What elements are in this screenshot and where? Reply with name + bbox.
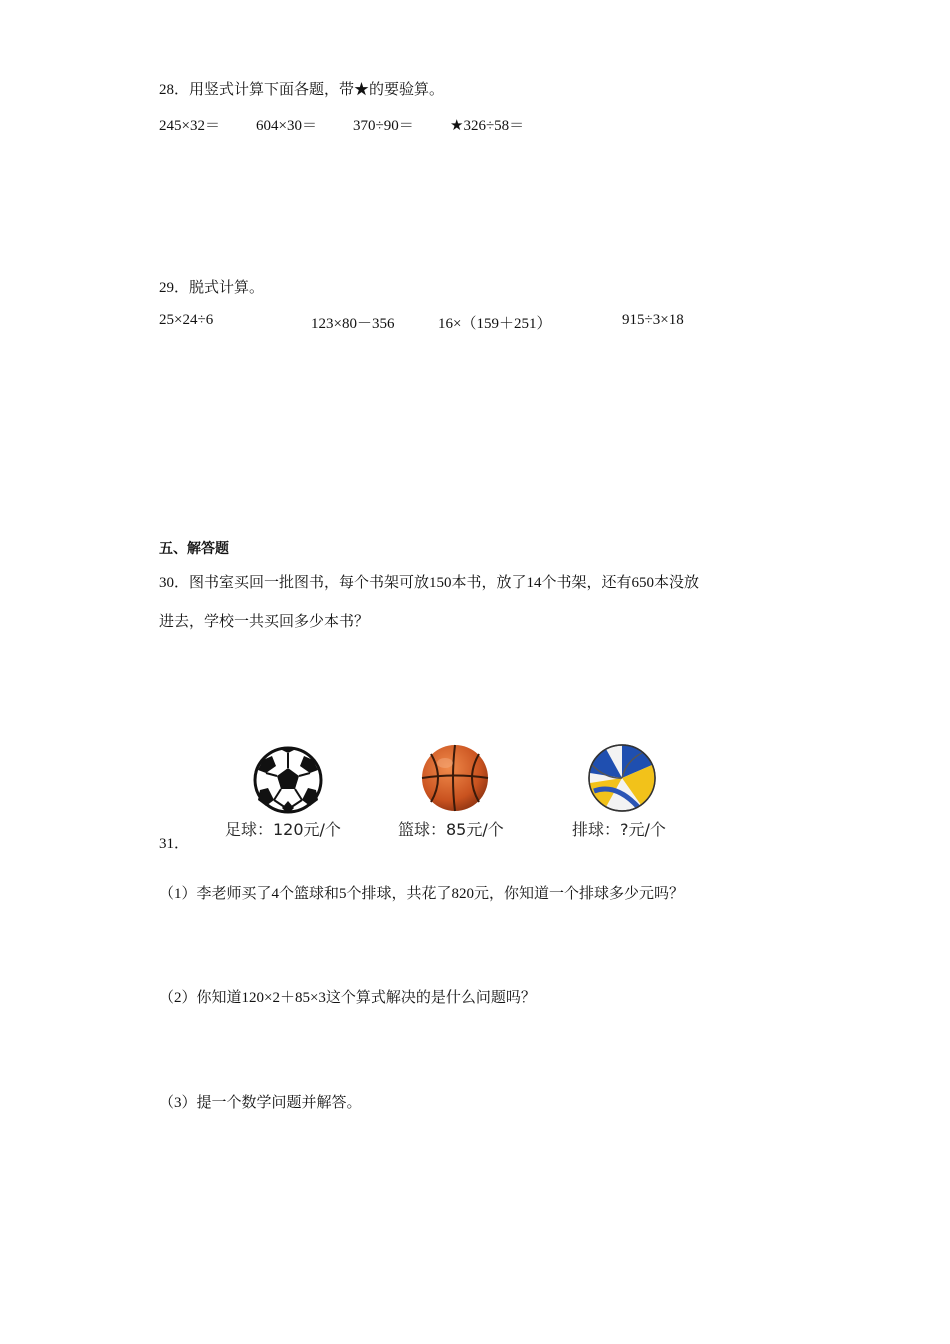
q28-expr-1: 245×32＝ [159, 118, 220, 134]
soccer-ball-icon [252, 746, 324, 814]
q28-title: 28．用竖式计算下面各题，带★的要验算。 [159, 82, 445, 98]
q31-sub-3: （3）提一个数学问题并解答。 [159, 1095, 362, 1111]
q30-line-2: 进去，学校一共买回多少本书？ [159, 614, 370, 630]
basketball-icon [419, 743, 491, 813]
q29-title: 29．脱式计算。 [159, 280, 265, 296]
q31-sub-1: （1）李老师买了4个篮球和5个排球，共花了820元，你知道一个排球多少元吗？ [159, 886, 685, 902]
q29-expr-2: 123×80－356 [311, 316, 395, 332]
q31-number: 31． [159, 836, 190, 852]
q28-expr-2: 604×30＝ [256, 118, 317, 134]
q31-sub-2: （2）你知道120×2＋85×3这个算式解决的是什么问题吗？ [159, 990, 536, 1006]
volleyball-icon [586, 743, 658, 813]
basketball-price-label: 篮球：85元/个 [398, 820, 504, 839]
q29-expr-1: 25×24÷6 [159, 312, 214, 328]
q30-line-1: 30．图书室买回一批图书，每个书架可放150本书，放了14个书架，还有650本没放 [159, 575, 700, 591]
volleyball-price-label: 排球：?元/个 [572, 820, 666, 839]
q29-expr-4: 915÷3×18 [622, 312, 684, 328]
q28-expr-3: 370÷90＝ [353, 118, 414, 134]
q29-expr-3: 16×（159＋251） [438, 316, 552, 332]
section-title: 五、解答题 [159, 541, 229, 557]
q28-expr-4: ★326÷58＝ [450, 118, 525, 134]
soccer-price-label: 足球：120元/个 [225, 820, 341, 839]
